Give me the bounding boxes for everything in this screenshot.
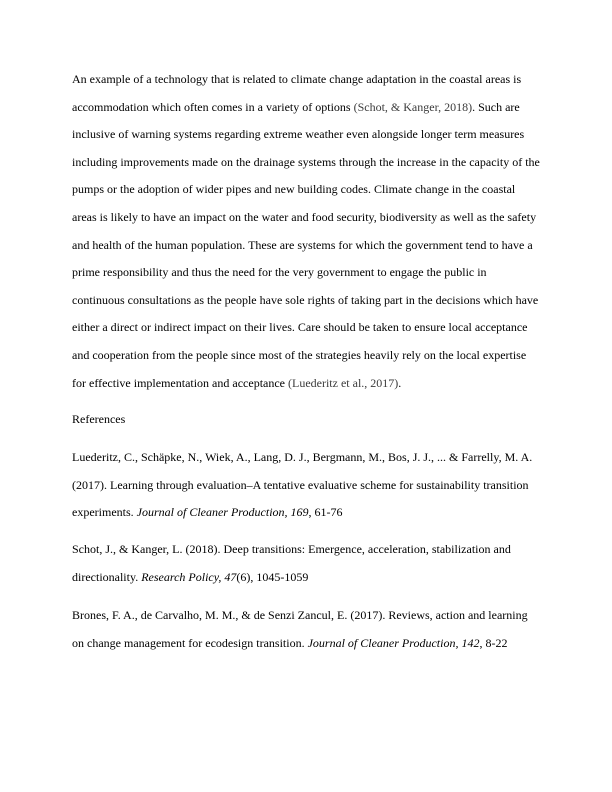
journal-volume: 169 (290, 505, 309, 520)
paragraph-text: . Such are (472, 99, 520, 114)
journal-title: Journal of Cleaner Production (307, 635, 456, 650)
journal-volume: 142 (461, 635, 480, 650)
paragraph-line (72, 287, 542, 315)
paragraph-text: for effective implementation and acceptance (72, 375, 288, 390)
reference-separator: , (455, 635, 462, 650)
reference-text: on change management for ecodesign transition. (72, 635, 308, 650)
paragraph-text: accommodation which often comes in a variety of options (72, 99, 354, 114)
journal-volume: 47 (224, 569, 237, 584)
paragraph-line (72, 94, 542, 122)
paragraph-text: . (398, 375, 402, 390)
paragraph-text: continuous consultations as the people have sole rights of taking part in the decisions which have (72, 292, 539, 307)
paragraph-line (72, 314, 542, 342)
in-text-citation: (Schot, & Kanger, 2018) (353, 99, 473, 114)
reference-line (72, 564, 542, 592)
journal-title: Journal of Cleaner Production (136, 505, 285, 520)
paragraph-text: including improvements made on the drainage systems through the increase in the capacity of the (72, 154, 540, 169)
journal-title: Research Policy (141, 569, 219, 584)
reference-line (72, 499, 542, 527)
paragraph-line (72, 204, 542, 232)
reference-entry (72, 602, 542, 657)
paragraph-line (72, 176, 542, 204)
references-heading: References (72, 412, 126, 426)
paragraph-text: and health of the human population. These are systems for which the government tend to have a (72, 237, 533, 252)
paragraph-line (72, 370, 542, 398)
reference-separator: , (284, 505, 291, 520)
paragraph-line (72, 232, 542, 260)
paragraph-line (72, 259, 542, 287)
paragraph-text: areas is likely to have an impact on the water and food security, biodiversity as well as the safety (72, 209, 537, 224)
paragraph-text: pumps or the adoption of wider pipes and new building codes. Climate change in the coastal (72, 182, 516, 197)
reference-text: experiments. (72, 505, 137, 520)
reference-entry (72, 444, 542, 527)
reference-line: Brones, F. A., de Carvalho, M. M., & de Senzi Zancul, E. (2017). Reviews, action and learning (72, 608, 528, 622)
paragraph-line (72, 121, 542, 149)
paragraph-text: inclusive of warning systems regarding extreme weather even alongside longer term measures (72, 127, 525, 142)
reference-line: Schot, J., & Kanger, L. (2018). Deep transitions: Emergence, acceleration, stabilization and (72, 542, 511, 556)
reference-pages: (6), 1045-1059 (236, 569, 309, 584)
paragraph-text: An example of a technology that is related to climate change adaptation in the coastal areas is (72, 72, 522, 86)
reference-entry (72, 536, 542, 591)
paragraph-text: and cooperation from the people since most of the strategies heavily rely on the local expertise (72, 347, 527, 362)
reference-pages: , 61-76 (308, 505, 343, 520)
reference-line (72, 630, 542, 658)
paragraph-line (72, 342, 542, 370)
reference-line: Luederitz, C., Schäpke, N., Wiek, A., Lang, D. J., Bergmann, M., Bos, J. J., ... & Farrelly, M. A. (72, 450, 533, 464)
reference-separator: , (218, 569, 225, 584)
in-text-citation: (Luederitz et al., 2017) (288, 375, 399, 390)
reference-line: (2017). Learning through evaluation–A tentative evaluative scheme for sustainability transition (72, 477, 529, 492)
body-paragraph (72, 66, 542, 397)
paragraph-text: either a direct or indirect impact on their lives. Care should be taken to ensure local acceptance (72, 320, 528, 335)
paragraph-line (72, 66, 542, 94)
paragraph-text: prime responsibility and thus the need for the very government to engage the public in (72, 265, 487, 280)
reference-pages: , 8-22 (479, 635, 508, 650)
reference-text: directionality. (72, 569, 142, 584)
paragraph-line (72, 149, 542, 177)
